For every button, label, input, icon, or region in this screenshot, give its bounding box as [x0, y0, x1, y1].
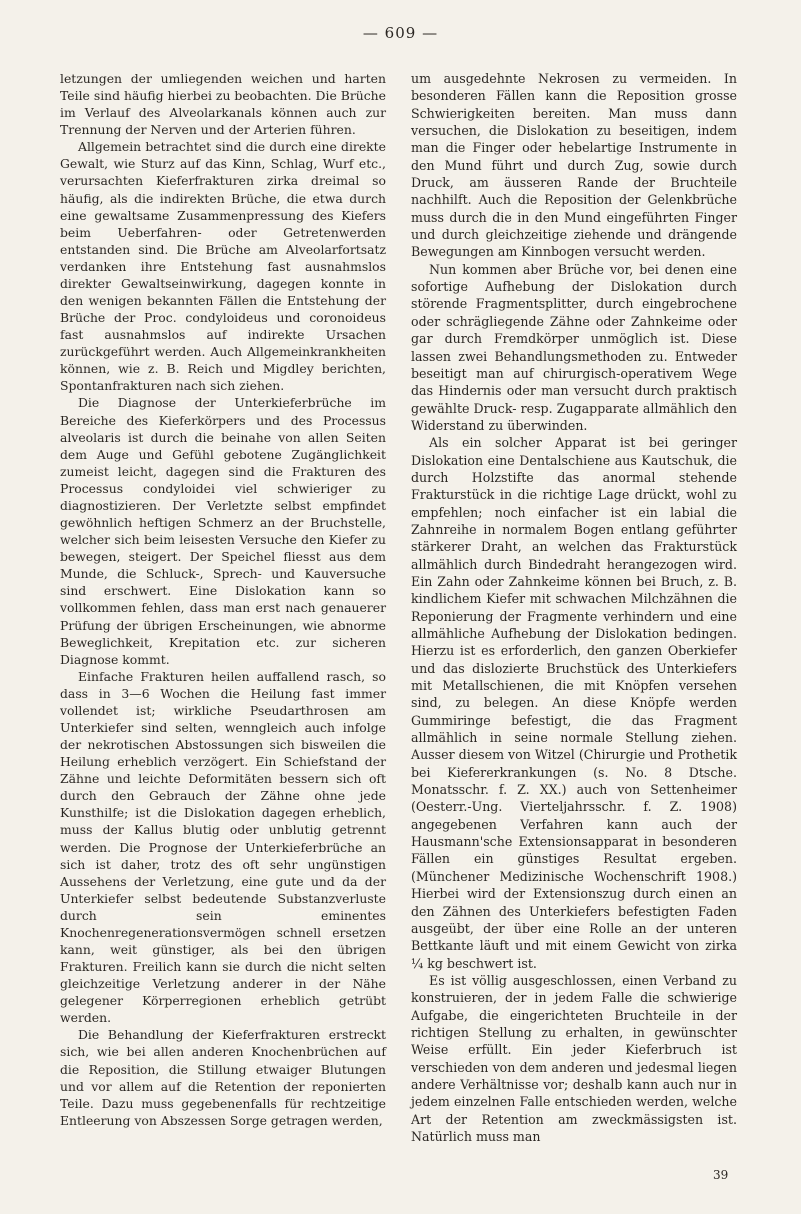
- paragraph: Die Behandlung der Kieferfrakturen erstreckt sich, wie bei allen anderen Knochenbrüchen auf die Reposition, die Stillung etwaiger Blutungen und vor allem auf die Retention der reponierten Teile. Dazu muss gegebenenfalls für rechtzeitige Entleerung von Abszessen Sorge getragen werden,: [60, 1027, 386, 1128]
- signature-mark: 39: [713, 1168, 729, 1182]
- paragraph: Es ist völlig ausgeschlossen, einen Verband zu konstruieren, der in jedem Falle die schwierige Aufgabe, die eingerichteten Bruchteile in der richtigen Stellung zu erhalten, in gewünschter Weise erfüllt. Ein jeder Kieferbruch ist verschieden von dem anderen und jedesmal liegen andere Verhältnisse vor; deshalb kann auch nur in jedem einzelnen Falle entschieden werden, welche Art der Retention am zweckmässigsten ist. Natürlich muss man: [411, 972, 737, 1144]
- paragraph: letzungen der umliegenden weichen und harten Teile sind häufig hierbei zu beobachten. Die Brüche im Verlauf des Alveolarkanals können auch zur Trennung der Nerven und der Arterien führen.: [60, 71, 386, 138]
- paragraph: Die Diagnose der Unterkieferbrüche im Bereiche des Kieferkörpers und des Processus alveolaris ist durch die beinahe von allen Seiten dem Auge und Gefühl gebotene Zugänglichkeit zumeist leicht, dagegen sind die Frakturen des Processus condyloidei viel schwieriger zu diagnostizieren. Der Verletzte selbst empfindet gewöhnlich heftigen Schmerz an der Bruchstelle, welcher sich beim leisesten Versuche den Kiefer zu bewegen, steigert. Der Speichel fliesst aus dem Munde, die Schluck-, Sprech- und Kauversuche sind erschwert. Eine Dislokation kann so vollkommen fehlen, dass man erst nach genauerer Prüfung der übrigen Erscheinungen, wie abnorme Beweglichkeit, Krepitation etc. zur sicheren Diagnose kommt.: [60, 395, 386, 667]
- paragraph: Allgemein betrachtet sind die durch eine direkte Gewalt, wie Sturz auf das Kinn, Schlag, Wurf etc., verursachten Kieferfrakturen zirka dreimal so häufig, als die indirekten Brüche, die etwa durch eine gewaltsame Zusammenpressung des Kiefers beim Ueberfahren- oder Getretenwerden entstanden sind. Die Brüche am Alveolarfortsatz verdanken ihre Entstehung fast ausnahmslos direkter Gewaltseinwirkung, dagegen konnte in den wenigen bekannten Fällen die Entstehung der Brüche der Proc. condyloideus und coronoideus fast ausnahmslos auf indirekte Ursachen zurückgeführt werden. Auch Allgemeinkrankheiten können, wie z. B. Reich und Migdley berichten, Spontanfrakturen nach sich ziehen.: [60, 139, 386, 394]
- paragraph: Nun kommen aber Brüche vor, bei denen eine sofortige Aufhebung der Dislokation durch störende Fragmentsplitter, durch eingebrochene oder schrägliegende Zähne oder Zahnkeime oder gar durch Fremdkörper unmöglich ist. Diese lassen zwei Behandlungsmethoden zu. Entweder beseitigt man auf chirurgisch-operativem Wege das Hindernis oder man versucht durch praktisch gewählte Druck- resp. Zugapparate allmählich den Widerstand zu überwinden.: [411, 261, 737, 433]
- right-column: [411, 70, 737, 1145]
- page-number: — 609 —: [362, 24, 439, 42]
- paragraph: um ausgedehnte Nekrosen zu vermeiden. In besonderen Fällen kann die Reposition grosse Schwierigkeiten bereiten. Man muss dann versuchen, die Dislokation zu beseitigen, indem man die Finger oder hebelartige Instrumente in den Mund führt und durch Zug, sowie durch Druck, am äusseren Rande der Bruchteile nachhilft. Auch die Reposition der Gelenkbrüche muss durch die in den Mund eingeführten Finger und durch gleichzeitige ziehende und drängende Bewegungen am Kinnbogen versucht werden.: [411, 71, 737, 260]
- left-column: [60, 70, 386, 1129]
- paragraph: Als ein solcher Apparat ist bei geringer Dislokation eine Dentalschiene aus Kautschuk, die durch Holzstifte das anormal stehende Frakturstück in die richtige Lage drückt, wohl zu empfehlen; noch einfacher ist ein labial die Zahnreihe in normalem Bogen entlang geführter stärkerer Draht, an welchen das Frakturstück allmählich durch Bindedraht herangezogen wird. Ein Zahn oder Zahnkeime können bei Bruch, z. B. kindlichem Kiefer mit schwachen Milchzähnen die Reponierung der Fragmente verhindern und eine allmähliche Aufhebung der Dislokation bedingen. Hierzu ist es erforderlich, den ganzen Oberkiefer und das dislozierte Bruchstück des Unterkiefers mit Metallschienen, die mit Knöpfen versehen sind, zu belegen. An diese Knöpfe werden Gummiringe befestigt, die das Fragment allmählich in seine normale Stellung ziehen. Ausser diesem von Witzel (Chirurgie und Prothetik bei Kiefererkrankungen (s. No. 8 Dtsche. Monatsschr. f. Z. XX.) auch von Settenheimer (Oesterr.-Ung. Vierteljahrsschr. f. Z. 1908) angegebenen Verfahren kann auch der Hausmann'sche Extensionsapparat in besonderen Fällen ein günstiges Resultat ergeben. (Münchener Medizinische Wochenschrift 1908.) Hierbei wird der Extensionszug durch einen an den Zähnen des Unterkiefers befestigten Faden ausgeübt, der über eine Rolle an der unteren Bettkante läuft und mit einem Gewicht von zirka ¼ kg beschwert ist.: [411, 435, 737, 971]
- paragraph: Einfache Frakturen heilen auffallend rasch, so dass in 3—6 Wochen die Heilung fast immer vollendet ist; wirkliche Pseudarthrosen am Unterkiefer sind selten, wenngleich auch infolge der nekrotischen Abstossungen sich bisweilen die Heilung erheblich verzögert. Ein Schiefstand der Zähne und leichte Deformitäten bessern sich oft durch den Gebrauch der Zähne ohne jede Kunsthilfe; ist die Dislokation dagegen erheblich, muss der Kallus blutig oder unblutig getrennt werden. Die Prognose der Unterkieferbrüche an sich ist daher, trotz des oft sehr ungünstigen Aussehens der Verletzung, eine gute und da der Unterkiefer selbst bedeutende Substanzverluste durch sein eminentes Knochenregenerationsvermögen schnell ersetzen kann, weit günstiger, als bei den übrigen Frakturen. Freilich kann sie durch die nicht selten gleichzeitige Verletzung anderer in der Nähe gelegener Körperregionen erheblich getrübt werden.: [60, 668, 386, 1026]
